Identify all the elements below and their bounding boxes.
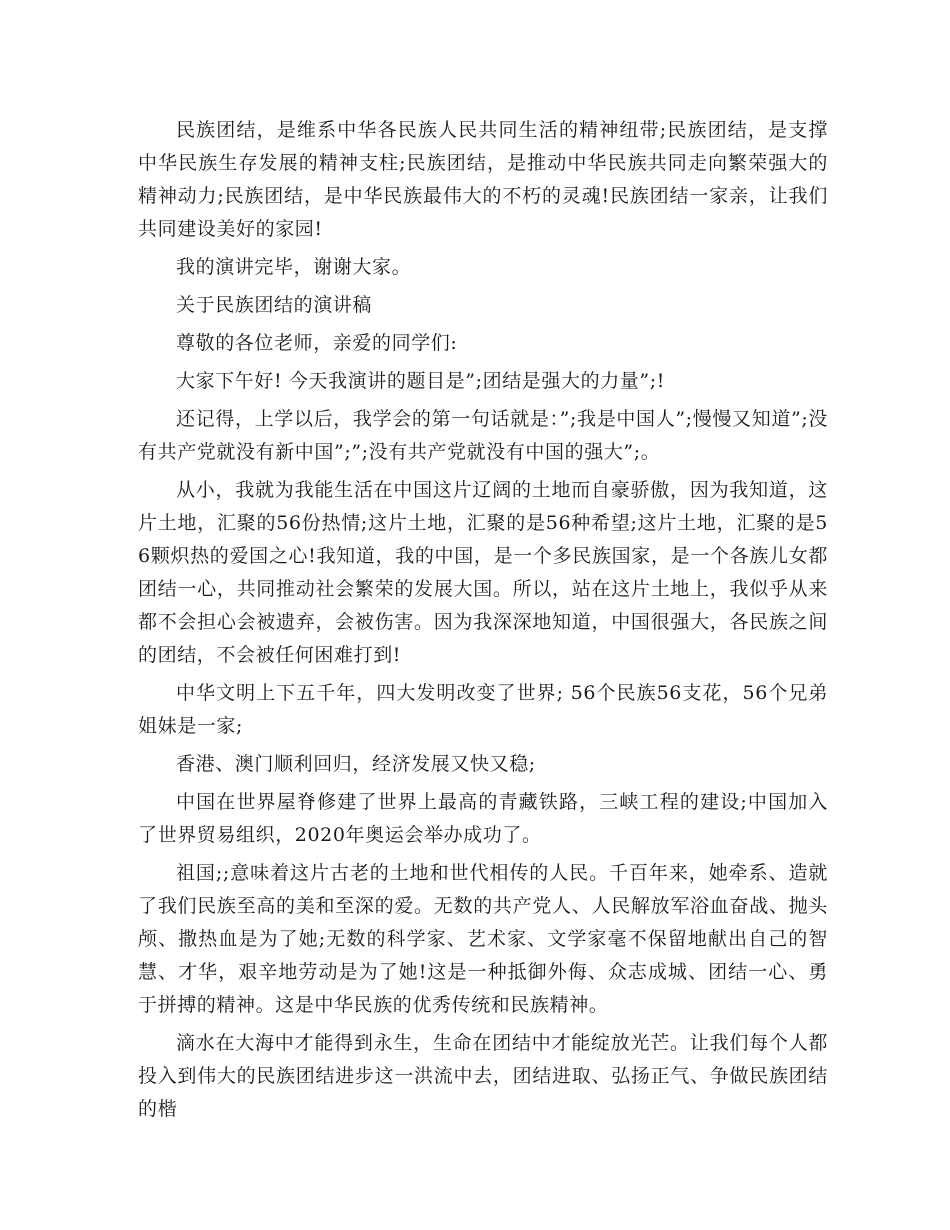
document-body [138, 114, 828, 1131]
paragraph: 中华文明上下五千年，四大发明改变了世界; 56个民族56支花，56个兄弟姐妹是一家; [138, 682, 828, 737]
paragraph: 中国在世界屋脊修建了世界上最高的青藏铁路，三峡工程的建设;中国加入了世界贸易组织，2020年奥运会举办成功了。 [138, 791, 828, 846]
paragraph: 香港、澳门顺利回归，经济发展又快又稳; [176, 753, 536, 775]
paragraph: 还记得，上学以后，我学会的第一句话就是：”;我是中国人”;慢慢又知道”;没有共产党就没有新中国”;”;没有共产党就没有中国的强大”;。 [138, 408, 828, 463]
paragraph: 民族团结，是维系中华各民族人民共同生活的精神纽带;民族团结，是支撑中华民族生存发展的精神支柱;民族团结，是推动中华民族共同走向繁荣强大的精神动力;民族团结，是中华民族最伟大的不朽的灵魂!民族团结一家亲，让我们共同建设美好的家园! [138, 119, 828, 240]
paragraph: 大家下午好! 今天我演讲的题目是”;团结是强大的力量”;! [176, 370, 665, 392]
paragraph: 从小，我就为我能生活在中国这片辽阔的土地而自豪骄傲，因为我知道，这片土地，汇聚的56份热情;这片土地，汇聚的是56种希望;这片土地，汇聚的是56颗炽热的爱国之心!我知道，我的中国，是一个多民族国家，是一个各族儿女都团结一心，共同推动社会繁荣的发展大国。所以，站在这片土地上，我似乎从来都不会担心会被遗弃，会被伤害。因为我深深地知道，中国很强大，各民族之间的团结，不会被任何困难打到! [138, 479, 828, 666]
speech-title: 关于民族团结的演讲稿 [176, 294, 373, 316]
paragraph: 祖国;;意味着这片古老的土地和世代相传的人民。千百年来，她牵系、造就了我们民族至高的美和至深的爱。无数的共产党人、人民解放军浴血奋战、抛头颅、撒热血是为了她;无数的科学家、艺术家、文学家毫不保留地献出自己的智慧、才华，艰辛地劳动是为了她!这是一种抵御外侮、众志成城、团结一心、勇于拼搏的精神。这是中华民族的优秀传统和民族精神。 [138, 862, 828, 1016]
paragraph: 滴水在大海中才能得到永生，生命在团结中才能绽放光芒。让我们每个人都投入到伟大的民族团结进步这一洪流中去，团结进取、弘扬正气、争做民族团结的楷 [138, 1032, 828, 1120]
salutation: 尊敬的各位老师，亲爱的同学们: [176, 332, 458, 354]
paragraph: 我的演讲完毕，谢谢大家。 [176, 256, 412, 278]
